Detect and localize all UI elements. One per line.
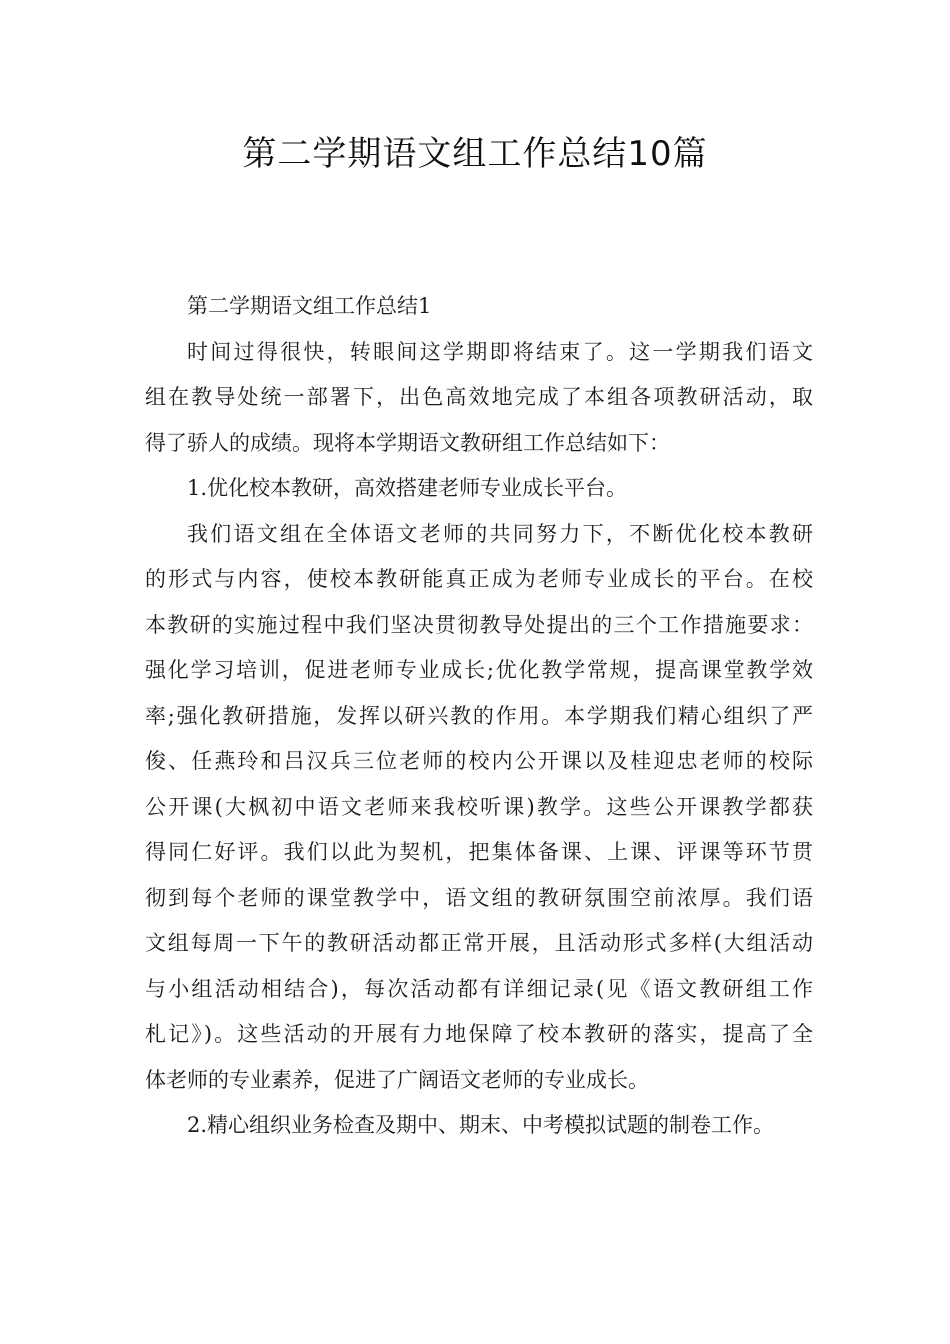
paragraph-line: 俊、任燕玲和吕汉兵三位老师的校内公开课以及桂迎忠老师的校际 [145,749,813,773]
paragraph-line: 札记》)。这些活动的开展有力地保障了校本教研的落实，提高了全 [145,1022,813,1046]
paragraph-line: 文组每周一下午的教研活动都正常开展，且活动形式多样(大组活动 [145,931,813,955]
paragraph [145,512,813,1104]
paragraph-line: 本教研的实施过程中我们坚决贯彻教导处提出的三个工作措施要求： [145,612,813,637]
paragraph [145,330,813,467]
section-heading: 第二学期语文组工作总结1 [187,294,432,318]
paragraph-line: 2.精心组织业务检查及期中、期末、中考模拟试题的制卷工作。 [187,1113,775,1137]
paragraph [145,466,813,512]
paragraph-line: 得同仁好评。我们以此为契机，把集体备课、上课、评课等环节贯 [145,840,813,864]
paragraph-line: 1.优化校本教研，高效搭建老师专业成长平台。 [187,476,628,500]
paragraph-line: 时间过得很快，转眼间这学期即将结束了。这一学期我们语文 [187,339,813,364]
paragraph-line: 与小组活动相结合)，每次活动都有详细记录(见《语文教研组工作 [145,976,813,1001]
paragraph-line: 彻到每个老师的课堂教学中，语文组的教研氛围空前浓厚。我们语 [145,885,813,910]
paragraph-line: 公开课(大枫初中语文老师来我校听课)教学。这些公开课教学都获 [145,794,813,819]
paragraph-line: 得了骄人的成绩。现将本学期语文教研组工作总结如下： [145,430,670,455]
paragraph-line: 强化学习培训，促进老师专业成长;优化教学常规，提高课堂教学效 [145,658,813,682]
paragraph-line: 的形式与内容，使校本教研能真正成为老师专业成长的平台。在校 [145,567,813,591]
paragraph-line: 组在教导处统一部署下，出色高效地完成了本组各项教研活动，取 [145,385,813,409]
paragraph-line: 体老师的专业素养，促进了广阔语文老师的专业成长。 [145,1067,649,1092]
paragraph-line: 率;强化教研措施，发挥以研兴教的作用。本学期我们精心组织了严 [145,703,813,728]
document-title: 第二学期语文组工作总结10篇 [242,134,708,174]
document-body [145,284,813,1149]
paragraph-line: 我们语文组在全体语文老师的共同努力下，不断优化校本教研 [187,521,813,546]
paragraph [145,1103,813,1149]
